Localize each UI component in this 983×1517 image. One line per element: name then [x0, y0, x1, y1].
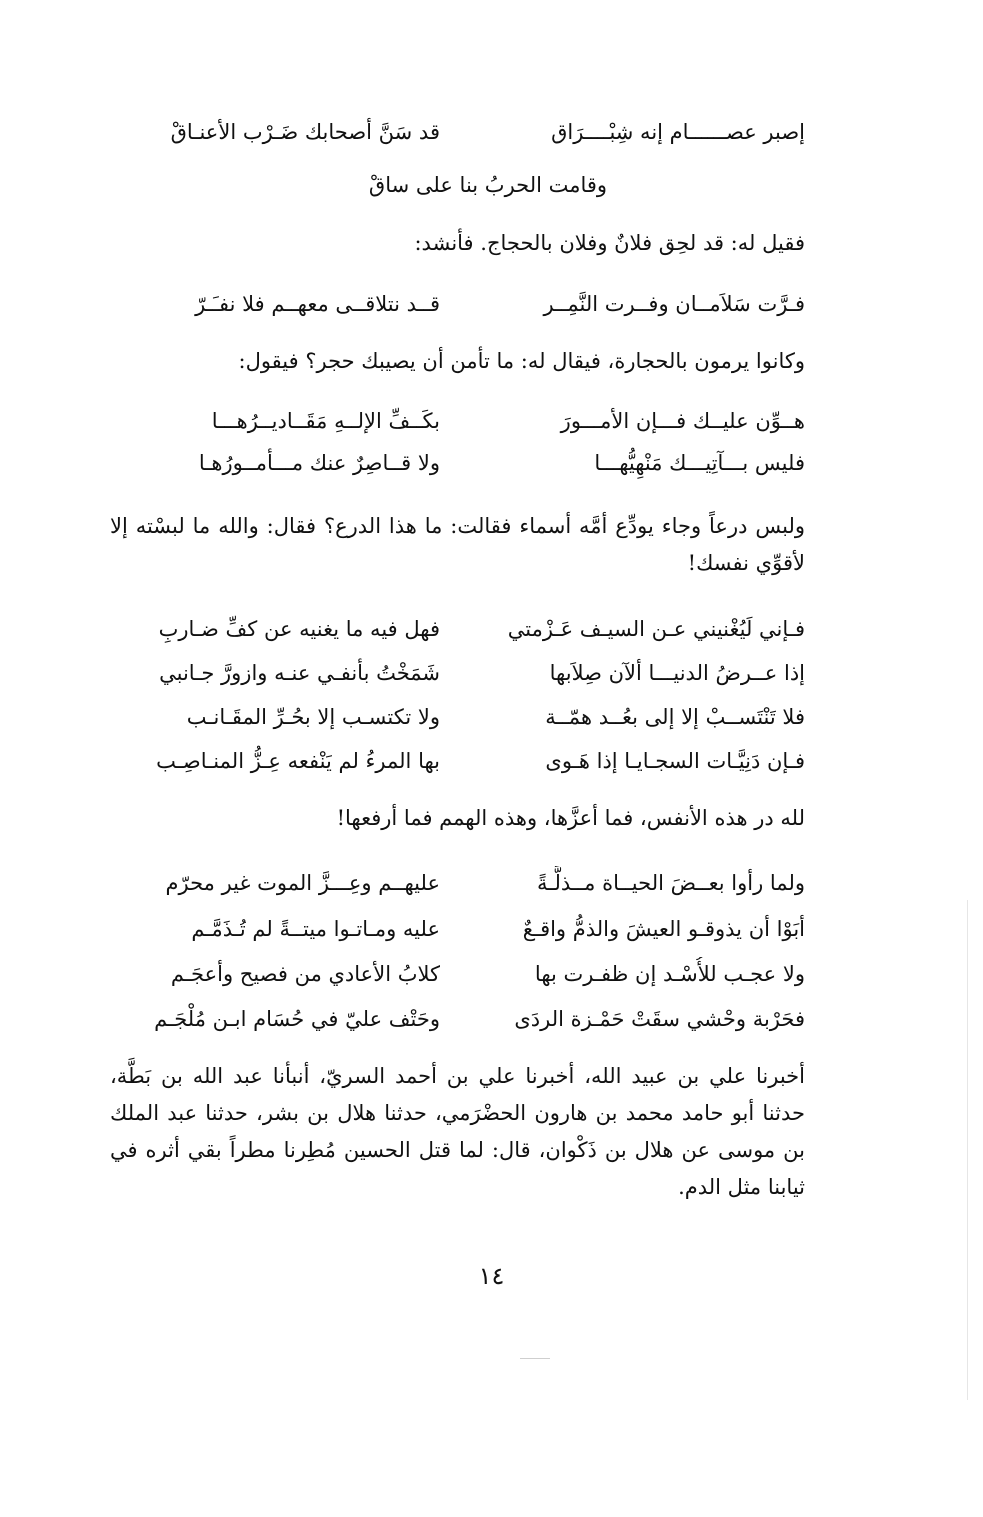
verse-line	[110, 287, 805, 321]
verse-first-hemistich: فـإني لَيُغْنيني عـن السيـف عَـزْمتي	[507, 617, 805, 641]
verse-second-hemistich: فهل فيه ما يغنيه عن كفِّ ضـاربِ	[158, 617, 440, 641]
verse-first-hemistich: إصبر عصــــــام إنه شِبْــــرَاق	[551, 120, 805, 144]
verse-first-hemistich: ولا عجـب للأُسْـد إن ظفـرت بها	[534, 962, 805, 986]
verse-first-hemistich: فلا تَنْتَســبْ إلا إلى بعُــد همّــة	[545, 705, 805, 729]
prose-line: لله در هذه الأنفس، فما أعزَّها، وهذه الهمم فما أرفعها!	[336, 806, 805, 830]
verse-first-hemistich: فحَرْبة وحْشي سقَتْ حَمْـزة الردَى	[514, 1007, 805, 1031]
scan-mark	[520, 1358, 550, 1359]
verse-second-hemistich: قد سَنَّ أصحابك ضَـرْب الأعنـاقْ	[170, 120, 440, 144]
verse-line	[110, 656, 805, 690]
verse-second-hemistich: عليهــم وعِـــزَّ الموت غير محرّم	[165, 871, 440, 895]
page-number: ١٤	[478, 1262, 505, 1290]
verse-line	[110, 612, 805, 646]
verse-first-hemistich: فليس بـــآتِيـــك مَنْهِيُّهـــا	[594, 451, 805, 475]
prose-paragraph: أخبرنا علي بن عبيد الله، أخبرنا علي بن أحمد السريّ، أنبأنا عبد الله بن بَطَّة، حدثنا أبو حامد محمد بن هارون الحضْرَمي، حدثنا هلال بن بشر، حدثنا عبد الملك بن موسى عن هلال بن ذَكْوان، قال: لما قتل الحسين مُطِرنا مطراً بقي أثره في ثيابنا مثل الدم.	[110, 1064, 805, 1199]
verse-second-hemistich: قــد نتلاقــى معهــم فلا نفـَـرّ	[195, 292, 440, 316]
verse-line	[110, 912, 805, 946]
verse-line	[110, 446, 805, 480]
verse-first-hemistich: فـرَّت سَلاَمــان وفــرت النَّمِــر	[543, 292, 805, 316]
scan-edge-line	[967, 900, 968, 1400]
verse-second-hemistich: بها المرءُ لم يَنْفعه عِـزُّ المنـاصِـب	[156, 749, 440, 773]
verse-line	[110, 404, 805, 438]
prose-paragraph: ولبس درعاً وجاء يودِّع أمَّه أسماء فقالت: ما هذا الدرع؟ فقال: والله ما لبسْته إلا لأقوِّي نفسك!	[110, 514, 805, 575]
verse-second-hemistich: عليه ومـاتـوا ميتــةً لم تُـذَمَّـم	[191, 917, 440, 941]
verse-first-hemistich: أبَوْا أن يذوقـو العيشَ والذمُّ واقـعٌ	[522, 917, 805, 941]
verse-line	[110, 700, 805, 734]
verse-line	[110, 866, 805, 900]
verse-line	[110, 957, 805, 991]
verse-first-hemistich: هــوِّن عليــك فـــإن الأمـــورَ	[560, 409, 805, 433]
verse-second-hemistich: بكَــفِّ الإلــهِ مَقَــاديــرُهـــا	[211, 409, 440, 433]
verse-line	[110, 744, 805, 778]
verse-first-hemistich: إذا عــرضُ الدنيـــا ألآن صِلاَبها	[549, 661, 805, 685]
verse-first-hemistich: ولما رأوا بعــضَ الحيــاة مــذلَّـةً	[537, 871, 805, 895]
verse-line	[110, 115, 805, 149]
verse-second-hemistich: وحَتْف عليّ في حُسَام ابـن مُلْجَـم	[154, 1007, 440, 1031]
verse-centered-line: وقامت الحربُ بنا على ساقْ	[368, 173, 608, 197]
prose-line: فقيل له: قد لحِق فلانٌ وفلان بالحجاج. فأنشد:	[414, 231, 805, 255]
prose-line: وكانوا يرمون بالحجارة، فيقال له: ما تأمن أن يصيبك حجر؟ فيقول:	[238, 349, 805, 373]
verse-line	[110, 1002, 805, 1036]
verse-first-hemistich: فـإن دَنِيَّـات السجـايـا إذا هَـوى	[545, 749, 805, 773]
verse-second-hemistich: كلابُ الأعادي من فصيح وأعجَـم	[170, 962, 440, 986]
verse-second-hemistich: ولا قــاصِرٌ عنك مـــأمــورُهـا	[198, 451, 440, 475]
verse-second-hemistich: ولا تكتسـب إلا بحُـرِّ المقَـانـب	[186, 705, 440, 729]
verse-second-hemistich: شَمَخْتُ بأنفـي عنـه وازورَّ جـانبي	[159, 661, 440, 685]
